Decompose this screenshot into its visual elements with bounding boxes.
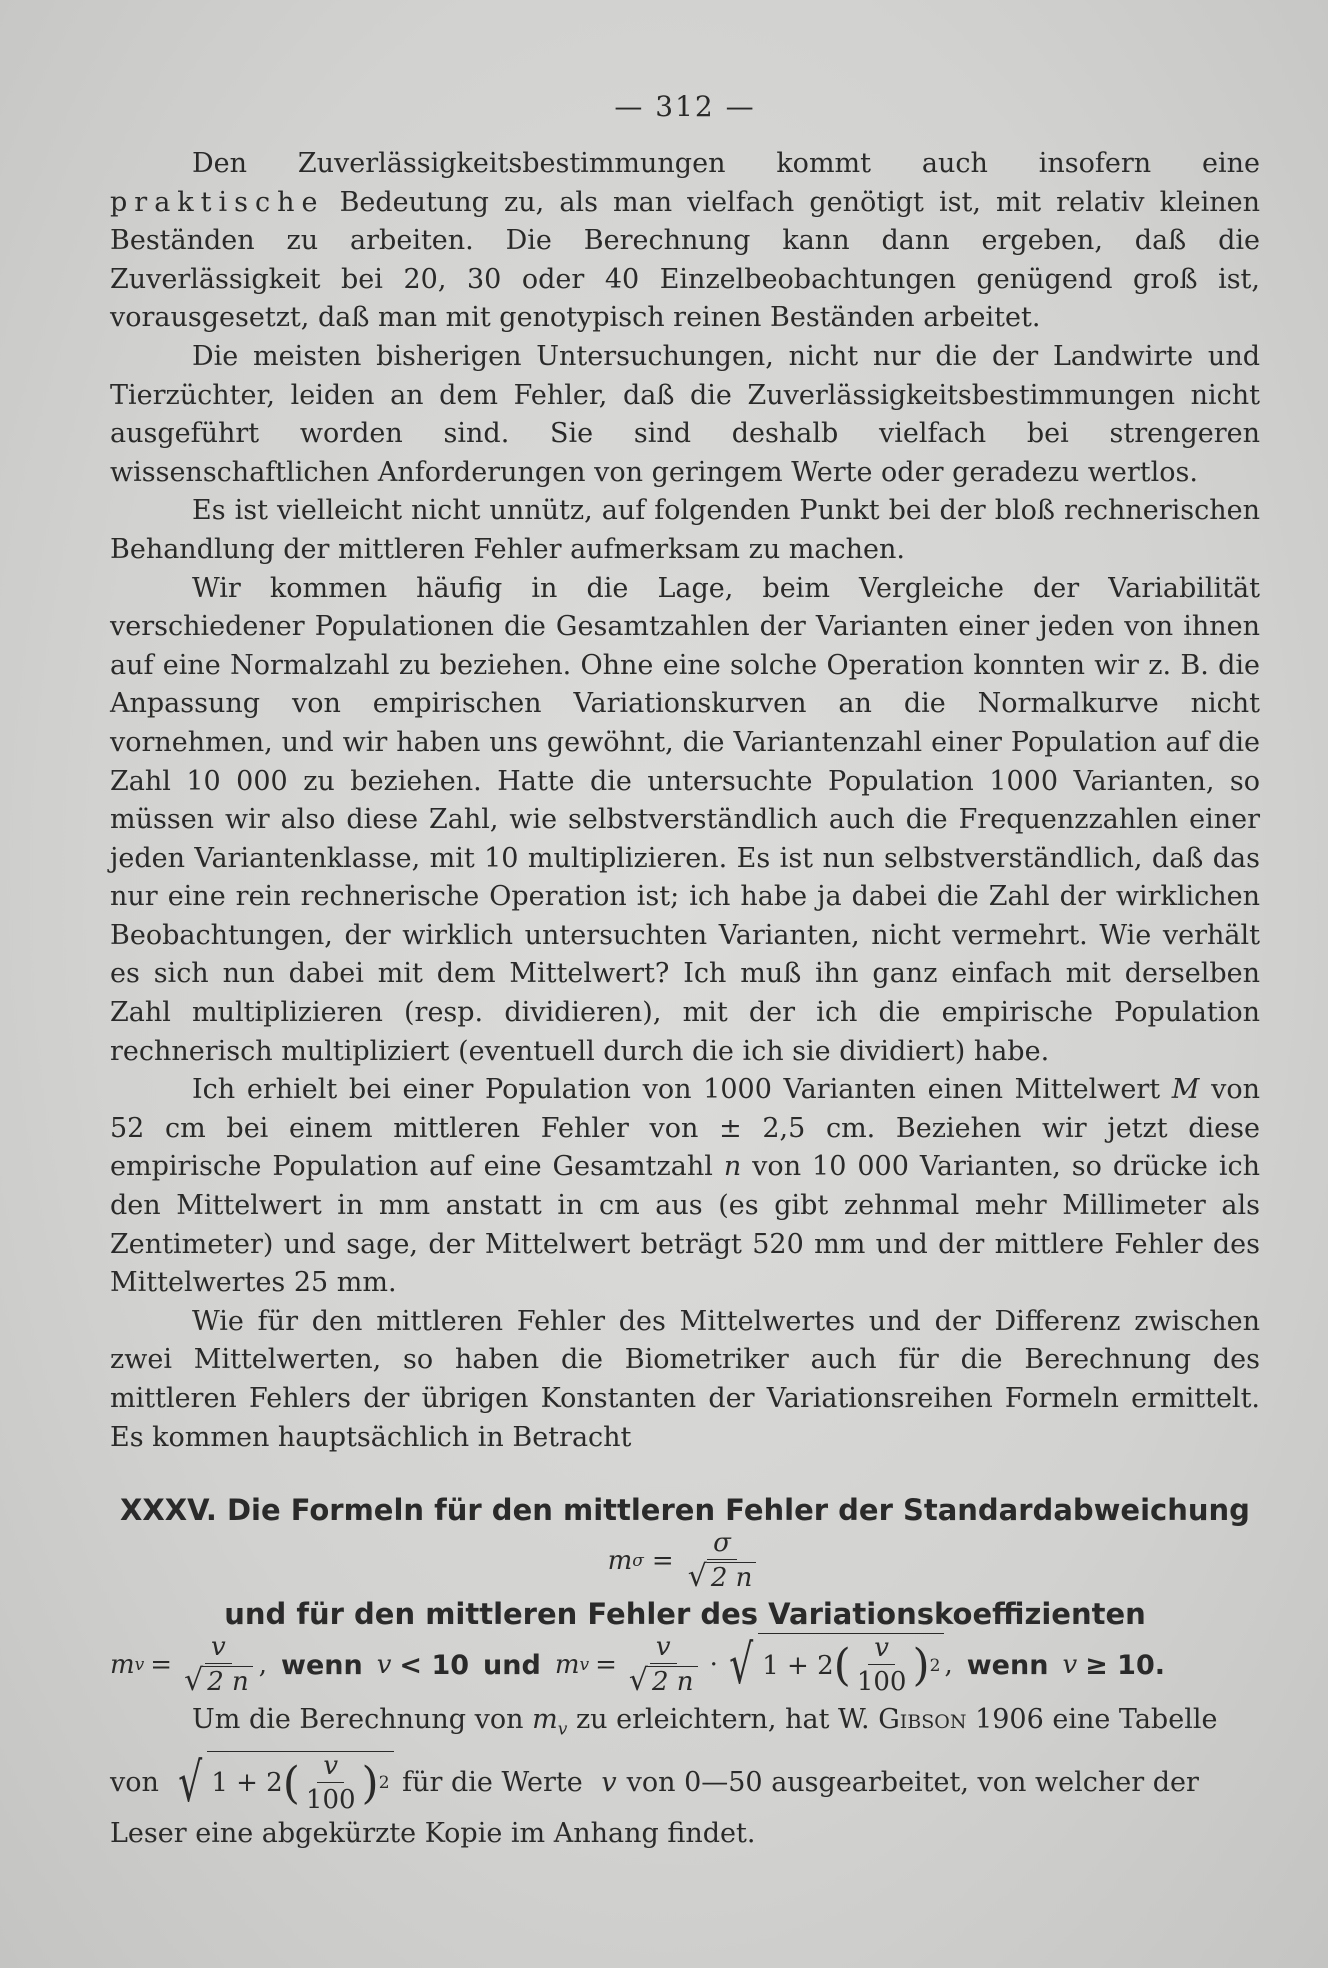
paragraph-6: Wie für den mittleren Fehler des Mittelwertes und der Differenz zwischen zwei Mittelwerten, so haben die Biometriker auch für die Berechnung des mittleren Fehlers der übrigen Konstanten der Variationsreihen Formeln ermittelt. Es kommen hauptsächlich in Betracht (110, 1305, 1260, 1453)
paragraph-5 (110, 1071, 1260, 1303)
equals-sign: = (595, 1650, 617, 1681)
formula-m-sigma (110, 1529, 1260, 1593)
paragraph-2: Die meisten bisherigen Untersuchungen, nicht nur die der Landwirte und Tierzüchter, leiden an dem Fehler, daß die Zuverlässigkeitsbestimmungen nicht ausgeführt worden sind. Sie sind deshalb vielfach bei strengeren wissenschaftlichen Anforderungen von geringem Werte oder geradezu wertlos. (110, 340, 1260, 488)
text-run: für die Werte (393, 1766, 592, 1798)
one-plus-two: 1 + 2 (211, 1768, 283, 1799)
symbol-v: v (376, 1650, 392, 1681)
radicand: 2 n (203, 1666, 253, 1697)
paren-close: ) (361, 1757, 379, 1809)
numerator: v (868, 1634, 895, 1665)
condition-lt-10: < 10 (399, 1649, 470, 1681)
text-run: von 0—50 ausgearbeitet, von welcher der (626, 1766, 1199, 1798)
spaced-word: praktische (110, 186, 325, 218)
text-run: 1906 eine Tabelle (966, 1704, 1218, 1736)
page (110, 90, 1260, 1854)
numerator: σ (707, 1529, 737, 1560)
word-wenn: wenn (966, 1649, 1049, 1681)
radicand-expression (758, 1633, 944, 1697)
word-wenn: wenn (281, 1649, 363, 1681)
symbol-n: n (723, 1151, 742, 1183)
symbol-m: m (110, 1650, 135, 1681)
comma: , (944, 1650, 953, 1681)
paren-close: ) (912, 1639, 930, 1691)
radicand-expression (207, 1751, 393, 1815)
denominator: 100 (305, 1785, 356, 1816)
paragraph-8-line-1 (110, 1751, 1260, 1815)
symbol-m: m (554, 1650, 580, 1681)
fraction (184, 1633, 253, 1697)
word-und: und (483, 1649, 541, 1681)
fraction (306, 1752, 356, 1815)
fraction (688, 1529, 757, 1593)
equals-sign: = (150, 1650, 173, 1681)
text-run: Um die Berechnung von (192, 1704, 533, 1736)
text-run: Bedeutung zu, als man vielfach genötigt ist, mit relativ kleinen Beständen zu arbeiten. Die Berechnung kann dann ergeben, daß die Zuverlässigkeit bei 20, 30 oder 40 Einzelbeobachtungen genügend groß ist, vorausgesetzt, daß man mit genotypisch reinen Beständen arbeitet. (110, 186, 1260, 334)
symbol-v: v (601, 1766, 617, 1798)
radicand: 2 n (707, 1562, 757, 1593)
subscript: v (134, 1655, 145, 1676)
denominator (629, 1664, 698, 1697)
condition-ge-10: ≥ 10. (1085, 1649, 1165, 1681)
page-number: — 312 — (614, 90, 756, 123)
exponent: 2 (378, 1773, 390, 1794)
symbol-M: M (1171, 1074, 1200, 1106)
paragraph-7 (110, 1701, 1260, 1749)
section-subheading: und für den mittleren Fehler des Variationskoeffizienten (224, 1597, 1146, 1632)
text-run: Ich erhielt bei einer Population von 1000 Varianten einen Mittelwert (192, 1074, 1172, 1106)
exponent: 2 (929, 1655, 941, 1676)
paragraph-4: Wir kommen häufig in die Lage, beim Vergleiche der Variabilität verschiedener Populationen die Gesamtzahlen der Varianten einer jeden von ihnen auf eine Normalzahl zu beziehen. Ohne eine solche Operation konnten wir z. B. die Anpassung von empirischen Variationskurven an die Normalkurve nicht vornehmen, und wir haben uns gewöhnt, die Variantenzahl einer Population auf die Zahl 10 000 zu beziehen. Hatte die untersuchte Population 1000 Varianten, so müssen wir also diese Zahl, wie selbstverständlich auch die Frequenzzahlen einer jeden Variantenklasse, mit 10 multiplizieren. Es ist nun selbstverständlich, daß das nur eine rein rechnerische Operation ist; ich habe ja dabei die Zahl der wirklichen Beobachtungen, der wirklich untersuchten Varianten, nicht vermehrt. Wie verhält es sich nun dabei mit dem Mittelwert? Ich muß ihn ganz einfach mit derselben Zahl multiplizieren (resp. dividieren), mit der ich die empirische Population rechnerisch multipliziert (eventuell durch die ich sie dividiert) habe. (110, 572, 1260, 1067)
formula-m-v (110, 1633, 1260, 1697)
numerator: v (317, 1752, 344, 1783)
denominator (688, 1560, 757, 1593)
symbol-m: m (607, 1546, 633, 1577)
paren-open: ( (282, 1757, 300, 1809)
paragraph-1 (110, 145, 1260, 338)
big-sqrt-sign: √ (728, 1633, 754, 1697)
section-heading: XXXV. Die Formeln für den mittleren Fehler der Standardabweichung (120, 1493, 1250, 1528)
fraction (857, 1634, 907, 1697)
equals-sign: = (651, 1546, 674, 1577)
author-name: Gibson (878, 1704, 967, 1736)
symbol-v: v (1062, 1650, 1078, 1681)
radicand: 2 n (648, 1666, 698, 1697)
text-run: von (110, 1766, 159, 1798)
one-plus-two: 1 + 2 (762, 1650, 834, 1681)
sqrt-sign: √ (687, 1559, 707, 1595)
denominator: 100 (856, 1667, 907, 1698)
paragraph-8-line-2: Leser eine abgekürzte Kopie im Anhang findet. (110, 1818, 756, 1850)
sqrt-sign: √ (184, 1663, 204, 1699)
denominator (184, 1664, 253, 1697)
paragraph-3: Es ist vielleicht nicht unnütz, auf folgenden Punkt bei der bloß rechnerischen Behandlung der mittleren Fehler aufmerksam zu machen. (110, 495, 1260, 565)
numerator: v (650, 1633, 677, 1664)
fraction (629, 1633, 698, 1697)
big-sqrt-sign: √ (178, 1751, 203, 1815)
text-run: von 52 cm bei einem mittleren Fehler von ± 2,5 cm. Beziehen wir jetzt diese empirische Population auf eine Gesamtzahl (110, 1074, 1260, 1183)
comma: , (258, 1650, 268, 1681)
subscript: σ (632, 1551, 644, 1572)
subscript: v (579, 1655, 590, 1676)
text-run: zu erleichtern, hat W. (567, 1704, 879, 1736)
numerator: v (205, 1633, 232, 1664)
symbol-m: m (532, 1704, 558, 1736)
subscript: v (557, 1719, 568, 1740)
sqrt-sign: √ (628, 1663, 648, 1699)
text-run: Den Zuverlässigkeitsbestimmungen kommt auch insofern eine (192, 148, 1260, 179)
multiply-dot: · (709, 1650, 718, 1681)
paren-open: ( (833, 1639, 851, 1691)
text-run: von 10 000 Varianten, so drücke ich den Mittelwert in mm anstatt in cm aus (es gibt zehnmal mehr Millimeter als Zentimeter) und sage, der Mittelwert beträgt 520 mm und der mittlere Fehler des Mittelwertes 25 mm. (110, 1151, 1260, 1299)
